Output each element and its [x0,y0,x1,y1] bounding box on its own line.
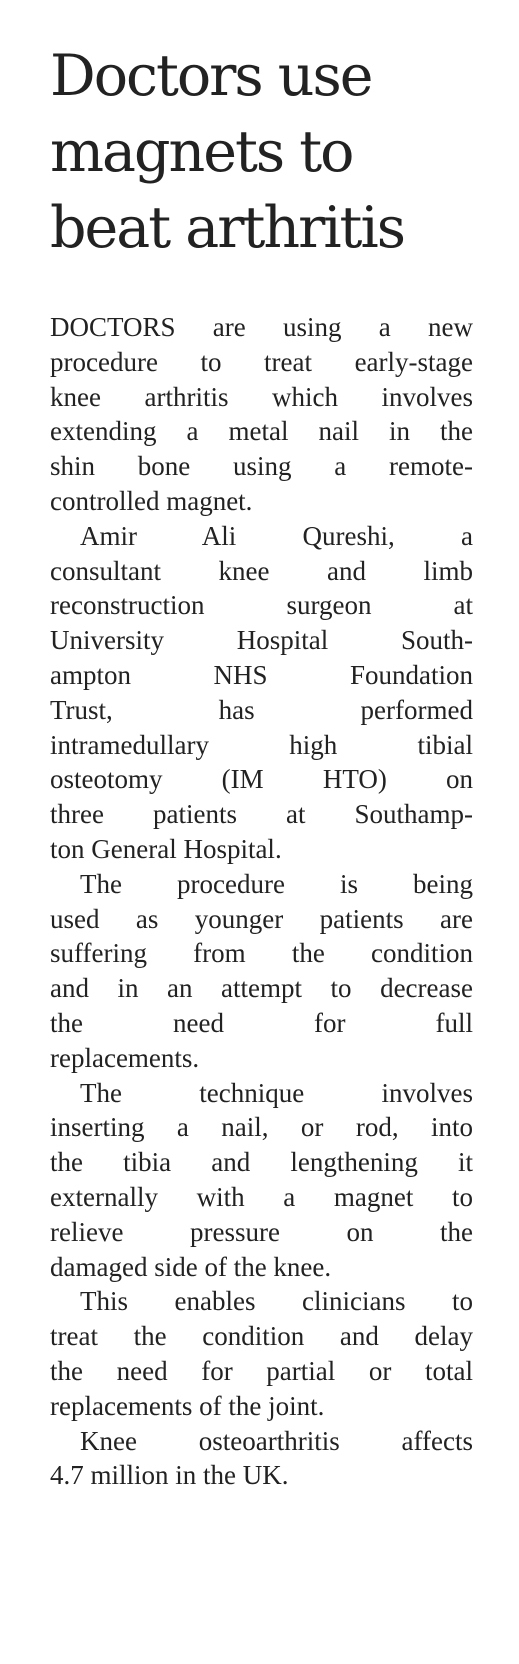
text-line: the tibia and lengthening it [50,1147,473,1178]
paragraph-statistic [50,1424,473,1494]
paragraph-clinicians [50,1284,473,1423]
text-line: knee arthritis which involves [50,381,473,412]
text-line: 4.7 million in the UK. [50,1460,289,1491]
headline-line: Doctors use [50,43,372,109]
text-line: treat the condition and delay [50,1321,473,1352]
paragraph-surgeon [50,519,473,867]
text-line: relieve pressure on the [50,1216,473,1247]
text-line: This enables clinicians to [80,1286,473,1317]
text-line: Trust, has performed [50,694,473,725]
text-line: and in an attempt to decrease [50,973,473,1004]
text-line: consultant knee and limb [50,555,473,586]
text-line: procedure to treat early-stage [50,346,473,377]
text-line: University Hospital South- [50,625,473,656]
text-line: Amir Ali Qureshi, a [80,520,473,551]
headline [50,38,473,266]
article-body [50,310,473,1493]
text-line: osteotomy (IM HTO) on [50,764,473,795]
paragraph-intro [50,310,473,519]
text-line: extending a metal nail in the [50,416,473,447]
text-line: the need for partial or total [50,1355,473,1386]
text-line: inserting a nail, or rod, into [50,1112,473,1143]
text-line: shin bone using a remote- [50,451,473,482]
paragraph-technique [50,1076,473,1285]
paragraph-procedure [50,867,473,1076]
text-line: controlled magnet. [50,485,253,516]
text-line: DOCTORS are using a new [50,312,473,342]
text-line: The technique involves [80,1077,473,1108]
text-line: reconstruction surgeon at [50,590,473,621]
headline-line: magnets to [50,119,353,185]
text-line: ton General Hospital. [50,833,282,864]
text-line: three patients at Southamp- [50,799,473,830]
text-line: replacements of the joint. [50,1390,325,1421]
text-line: ampton NHS Foundation [50,659,473,690]
headline-line: beat arthritis [50,195,404,261]
text-line: externally with a magnet to [50,1181,473,1212]
text-line: used as younger patients are [50,903,473,934]
text-line: the need for full [50,1007,473,1038]
text-line: damaged side of the knee. [50,1251,332,1282]
text-line: suffering from the condition [50,938,473,969]
text-line: intramedullary high tibial [50,729,473,760]
text-line: Knee osteoarthritis affects [80,1425,473,1456]
text-line: The procedure is being [80,868,473,899]
text-line: replacements. [50,1042,200,1073]
